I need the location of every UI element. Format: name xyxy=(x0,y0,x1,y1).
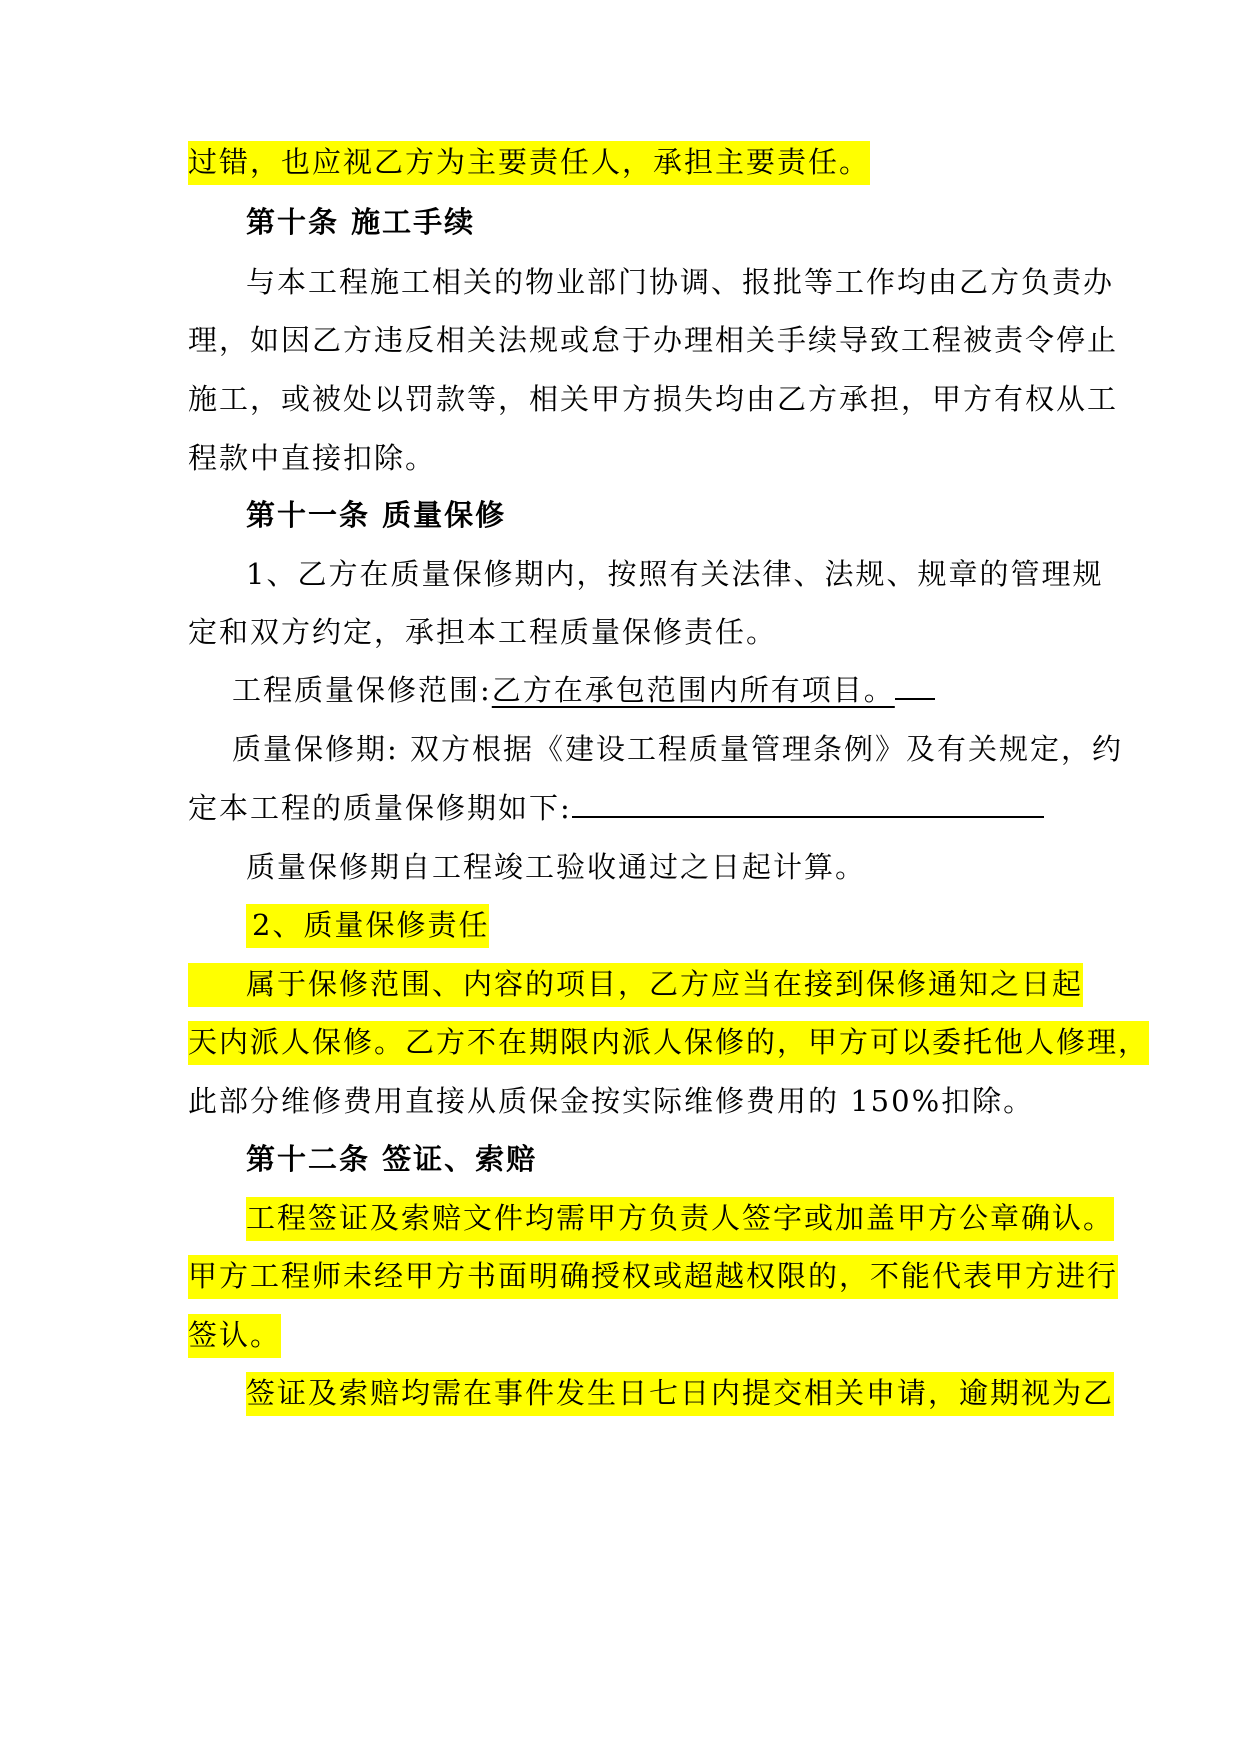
warranty-scope-value: 乙方在承包范围内所有项目。 xyxy=(491,673,895,707)
section-heading-article-10: 第十条 施工手续 xyxy=(246,205,476,239)
paragraph-line: 质量保修期自工程竣工验收通过之日起计算。 xyxy=(246,850,867,884)
highlighted-text: 2、质量保修责任 xyxy=(246,904,489,948)
warranty-scope-line xyxy=(232,668,935,712)
highlighted-text: 属于保修范围、内容的项目，乙方应当在接到保修通知之日起 xyxy=(188,963,1083,1007)
paragraph-line: 1、乙方在质量保修期内，按照有关法律、法规、规章的管理规 xyxy=(246,557,1104,591)
highlighted-text: 甲方工程师未经甲方书面明确授权或超越权限的，不能代表甲方进行 xyxy=(188,1255,1118,1299)
highlighted-text: 工程签证及索赔文件均需甲方负责人签字或加盖甲方公章确认。 xyxy=(246,1197,1114,1241)
paragraph-line: 此部分维修费用直接从质保金按实际维修费用的 150%扣除。 xyxy=(188,1084,1035,1118)
paragraph-line: 理，如因乙方违反相关法规或怠于办理相关手续导致工程被责令停止 xyxy=(188,323,1119,357)
paragraph-line: 程款中直接扣除。 xyxy=(188,441,437,475)
paragraph-line: 与本工程施工相关的物业部门协调、报批等工作均由乙方负责办 xyxy=(246,265,1115,299)
paragraph-line xyxy=(246,1196,1114,1240)
warranty-period-line: 定本工程的质量保修期如下: xyxy=(188,786,1044,830)
paragraph-line xyxy=(246,1371,1114,1415)
underline-blank xyxy=(895,668,935,700)
highlighted-text: 天内派人保修。乙方不在期限内派人保修的，甲方可以委托他人修理， xyxy=(188,1021,1149,1065)
section-heading-article-11: 第十一条 质量保修 xyxy=(246,498,507,532)
paragraph-line xyxy=(188,140,870,184)
paragraph-line xyxy=(188,1313,281,1357)
paragraph-line: 定和双方约定，承担本工程质量保修责任。 xyxy=(188,615,778,649)
highlighted-text: 签认。 xyxy=(188,1314,281,1358)
highlighted-text: 签证及索赔均需在事件发生日七日内提交相关申请，逾期视为乙 xyxy=(246,1372,1114,1416)
paragraph-line xyxy=(188,1020,1149,1064)
paragraph-line xyxy=(188,962,1083,1006)
highlighted-text: 过错，也应视乙方为主要责任人，承担主要责任。 xyxy=(188,141,870,185)
paragraph-line: 质量保修期: 双方根据《建设工程质量管理条例》及有关规定，约 xyxy=(232,732,1123,766)
paragraph-line xyxy=(188,1254,1118,1298)
paragraph-line xyxy=(246,903,489,947)
paragraph-line: 施工，或被处以罚款等，相关甲方损失均由乙方承担，甲方有权从工 xyxy=(188,382,1119,416)
fill-in-blank xyxy=(572,786,1044,818)
warranty-scope-label: 工程质量保修范围: xyxy=(232,673,492,707)
section-heading-article-12: 第十二条 签证、索赔 xyxy=(246,1142,538,1176)
